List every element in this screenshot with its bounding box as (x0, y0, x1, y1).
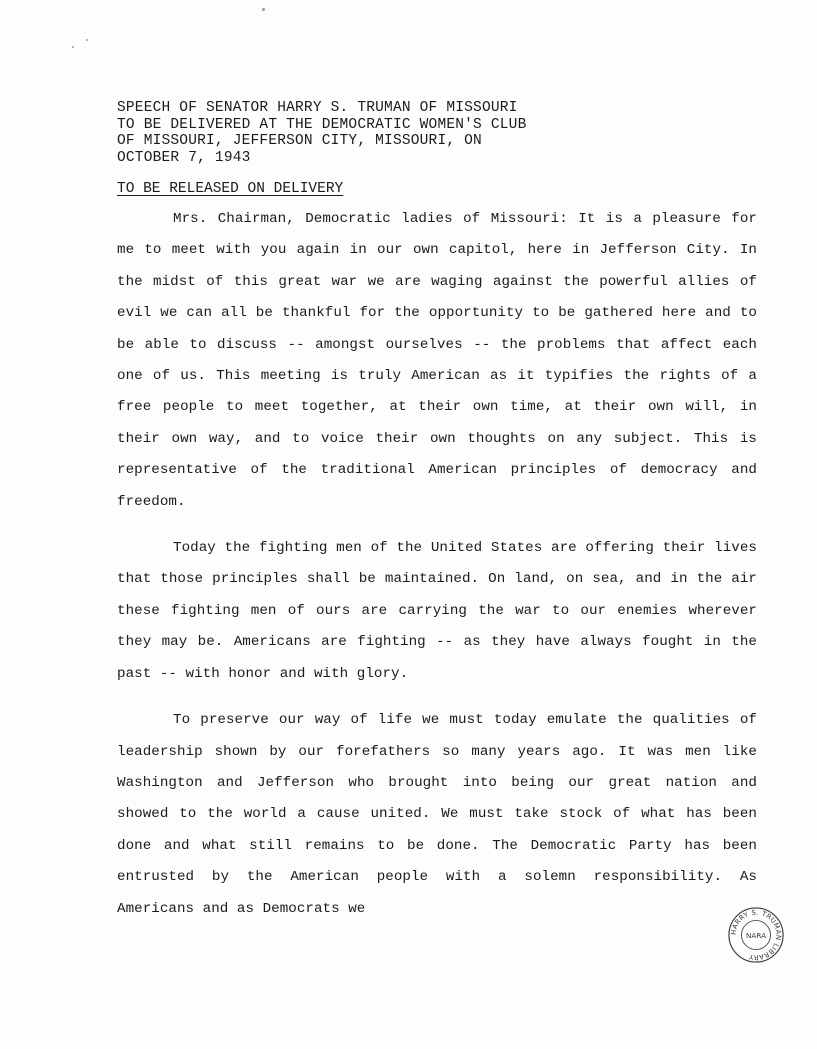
release-note: TO BE RELEASED ON DELIVERY (117, 181, 344, 197)
heading-line: TO BE DELIVERED AT THE DEMOCRATIC WOMEN'S CLUB (117, 116, 527, 133)
seal-ring-text: HARRY S. TRUMAN LIBRARY (729, 908, 783, 962)
paragraph: Today the fighting men of the United States are offering their lives that those principles shall be maintained. On land, on sea, and in the air these fighting men of ours are carrying the war to our enemies wherever they may be. Americans are fighting -- as they have always fought in the past -- with honor and with glory. (117, 540, 757, 682)
paper-speck (86, 39, 88, 41)
speech-heading (117, 100, 677, 166)
library-seal-icon (727, 906, 785, 964)
heading-line: OF MISSOURI, JEFFERSON CITY, MISSOURI, ON (117, 133, 482, 149)
paper-speck (72, 46, 74, 48)
seal-center-text: NARA (745, 930, 767, 940)
speech-body (117, 204, 757, 940)
heading-line: OCTOBER 7, 1943 (117, 149, 251, 166)
paragraph: Mrs. Chairman, Democratic ladies of Missouri: It is a pleasure for me to meet with you again in our own capitol, here in Jefferson City. In the midst of this great war we are waging against the powerful allies of evil we can all be thankful for the opportunity to be gathered here and to be able to discuss -- amongst ourselves -- the problems that affect each one of us. This meeting is truly American as it typifies the rights of a free people to meet together, at their own time, at their own will, in their own way, and to voice their own thoughts on any subject. This is representative of the traditional American principles of democracy and freedom. (117, 211, 757, 510)
heading-line: SPEECH OF SENATOR HARRY S. TRUMAN OF MISSOURI (117, 100, 518, 116)
paragraph: To preserve our way of life we must today emulate the qualities of leadership shown by our forefathers so many years ago. It was men like Washington and Jefferson who brought into being our great nation and showed to the world a cause united. We must take stock of what has been done and what still remains to be done. The Democratic Party has been entrusted by the American people with a solemn responsibility. As Americans and as Democrats we (117, 712, 757, 917)
paper-speck (262, 8, 265, 11)
